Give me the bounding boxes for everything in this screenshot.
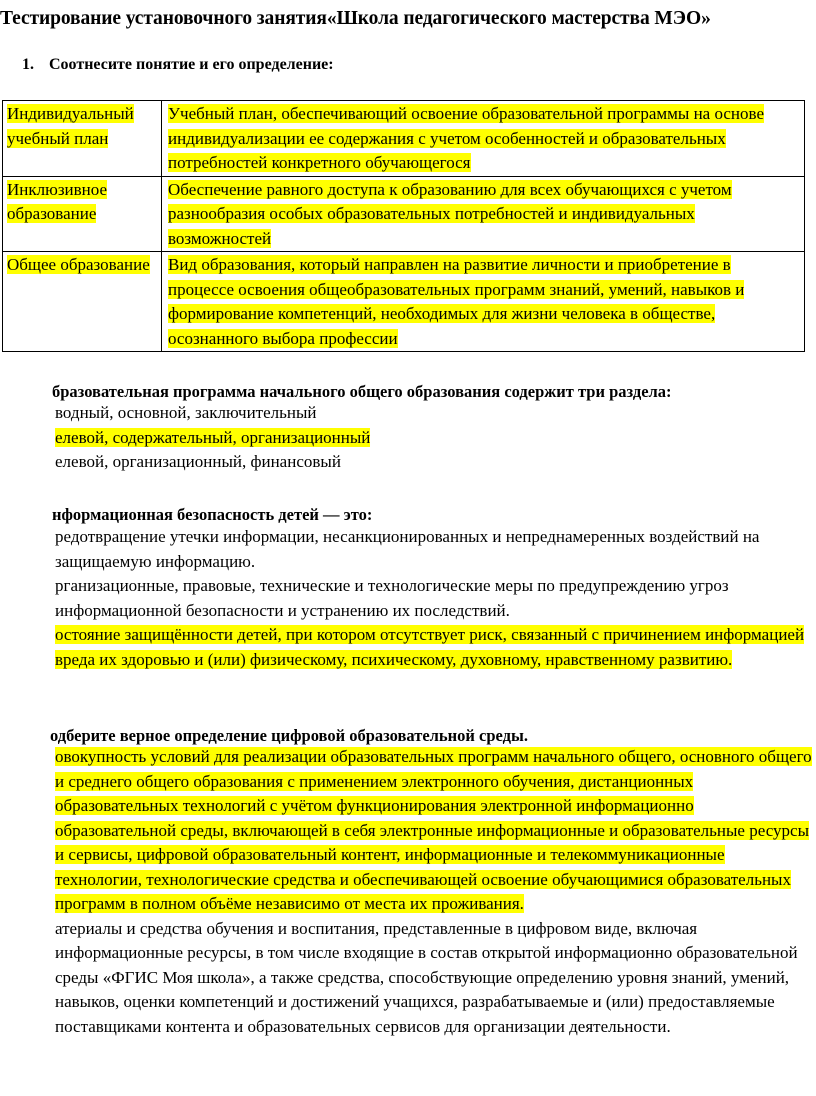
answer-option [55,525,815,574]
table-row [3,252,805,352]
answer-text: атериалы и средства обучения и воспитания, представленные в цифровом виде, включая информационные ресурсы, в том числе входящие в состав открытой информационно образовательной среды «ФГИС Моя школа», а также средства, способствующие определению уровня знаний, умений, навыков, оценки компетенций и достижений учащихся, разрабатываемые и (или) предоставляемые поставщиками контента и образовательных сервисов для организации деятельности. [55,918,798,1036]
question-1-number: 1. [22,56,34,73]
definition-cell [162,252,805,352]
term-text: Инклюзивное образование [7,179,108,223]
answer-option [55,450,815,475]
question-1 [22,56,334,74]
definition-cell [162,101,805,177]
answer-text: елевой, содержательный, организационный [55,427,371,447]
answer-text: водный, основной, заключительный [55,403,317,422]
term-cell [3,101,162,177]
question-4: одберите верное определение цифровой образовательной среды. [50,726,529,745]
answer-text: редотвращение утечки информации, несанкционированных и непреднамеренных воздействий на защищаемую информацию. [55,527,760,571]
question-2-options [55,401,815,475]
answer-option [55,401,815,426]
definition-text: Учебный план, обеспечивающий освоение образовательной программы на основе индивидуализации ее содержания с учетом особенностей и образовательных потребностей конкретного обучающегося [168,104,764,172]
question-2: бразовательная программа начального общего образования содержит три раздела: [52,382,672,401]
answer-text: остояние защищённости детей, при котором отсутствует риск, связанный с причинением информацией вреда их здоровью и (или) физическому, психическому, духовному, нравственному развитию. [55,625,805,669]
answer-option-correct [55,623,815,672]
answer-text: рганизационные, правовые, технические и технологические меры по предупреждению угроз информационной безопасности и устранению их последствий. [55,576,729,620]
answer-text: овокупность условий для реализации образовательных программ начального общего, основного общего и среднего общего образования с применением электронного обучения, дистанционных образовательных технологий с учётом функционирования электронной информационно образовательной среды, включающей в себя электронные информационные и образовательные ресурсы и сервисы, цифровой образовательный контент, информационные и телекоммуникационные технологии, технологические средства и обеспечивающей освоение обучающимися образовательных программ в полном объёме независимо от места их проживания. [55,747,812,913]
matching-table [2,100,805,352]
question-3-options [55,525,815,672]
answer-option-correct [55,426,815,451]
definition-cell [162,176,805,252]
answer-text: елевой, организационный, финансовый [55,452,341,471]
term-cell [3,252,162,352]
term-text: Общее образование [7,255,150,274]
question-3: нформационная безопасность детей — это: [52,505,373,524]
answer-option-correct [55,745,815,917]
table-row [3,176,805,252]
answer-option [55,574,815,623]
page-title: Тестирование установочного занятия«Школа педагогического мастерства МЭО» [0,8,711,29]
term-text: Индивидуальный учебный план [7,104,134,148]
term-cell [3,176,162,252]
question-1-text: Соотнесите понятие и его определение: [49,56,334,73]
answer-option [55,917,815,1040]
table-row [3,101,805,177]
definition-text: Обеспечение равного доступа к образованию для всех обучающихся с учетом разнообразия особых образовательных потребностей и индивидуальных возможностей [168,179,732,248]
definition-text: Вид образования, который направлен на развитие личности и приобретение в процессе освоения общеобразовательных программ знаний, умений, навыков и формирование компетенций, необходимых для жизни человека в обществе, осознанного выбора профессии [168,255,745,348]
question-4-options [55,745,815,1039]
